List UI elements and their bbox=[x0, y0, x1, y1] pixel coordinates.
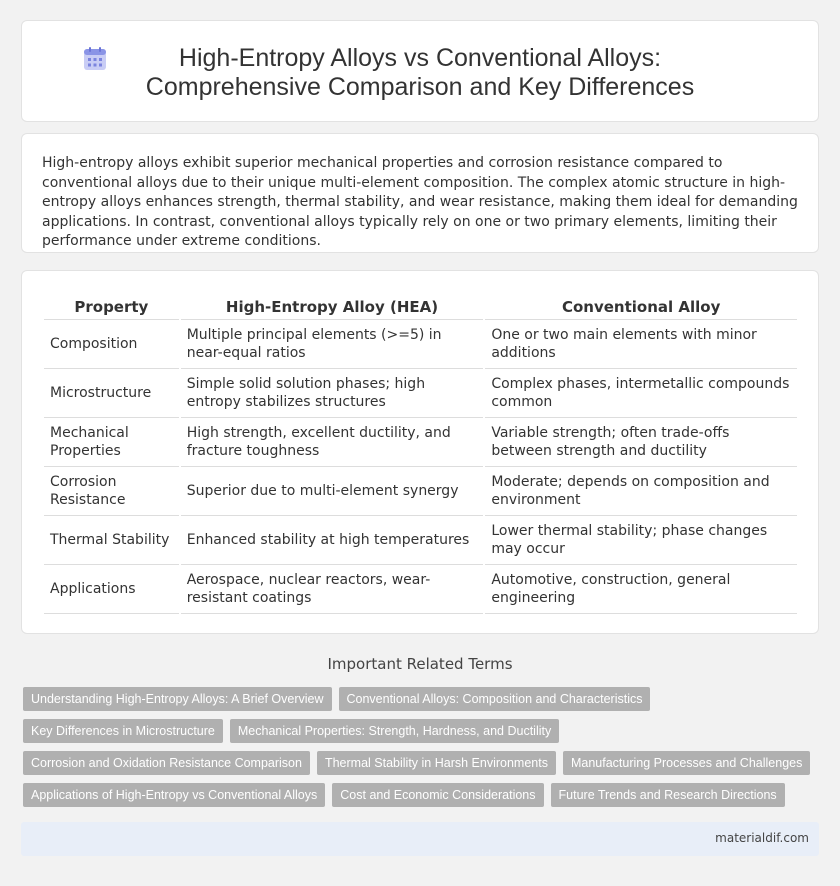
table-cell-property: Corrosion Resistance bbox=[44, 467, 179, 516]
column-header-property: Property bbox=[44, 293, 179, 320]
comparison-table bbox=[42, 293, 799, 614]
table-cell-hea: Enhanced stability at high temperatures bbox=[181, 516, 484, 565]
table-cell-conventional: Variable strength; often trade-offs between strength and ductility bbox=[485, 418, 797, 467]
table-row bbox=[44, 369, 797, 418]
footer-site-link[interactable]: materialdif.com bbox=[715, 831, 809, 845]
header-card bbox=[21, 20, 819, 122]
table-cell-hea: High strength, excellent ductility, and fracture toughness bbox=[181, 418, 484, 467]
table-cell-hea: Aerospace, nuclear reactors, wear-resistant coatings bbox=[181, 565, 484, 614]
related-term-link[interactable]: Mechanical Properties: Strength, Hardness, and Ductility bbox=[230, 719, 559, 743]
table-cell-property: Applications bbox=[44, 565, 179, 614]
table-header-row bbox=[44, 293, 797, 320]
table-row bbox=[44, 467, 797, 516]
table-cell-hea: Simple solid solution phases; high entropy stabilizes structures bbox=[181, 369, 484, 418]
related-term-link[interactable]: Conventional Alloys: Composition and Characteristics bbox=[339, 687, 651, 711]
table-cell-hea: Superior due to multi-element synergy bbox=[181, 467, 484, 516]
table-cell-conventional: Automotive, construction, general engineering bbox=[485, 565, 797, 614]
related-term-link[interactable]: Thermal Stability in Harsh Environments bbox=[317, 751, 556, 775]
related-terms-list bbox=[23, 687, 803, 815]
page-title: High-Entropy Alloys vs Conventional Alloys: Comprehensive Comparison and Key Differences bbox=[145, 44, 695, 101]
table-cell-property: Thermal Stability bbox=[44, 516, 179, 565]
table-cell-property: Microstructure bbox=[44, 369, 179, 418]
table-cell-conventional: Moderate; depends on composition and environment bbox=[485, 467, 797, 516]
related-term-link[interactable]: Key Differences in Microstructure bbox=[23, 719, 223, 743]
table-row bbox=[44, 565, 797, 614]
related-term-link[interactable]: Corrosion and Oxidation Resistance Comparison bbox=[23, 751, 310, 775]
comparison-card bbox=[21, 270, 819, 634]
table-row bbox=[44, 418, 797, 467]
column-header-hea: High-Entropy Alloy (HEA) bbox=[181, 293, 484, 320]
related-term-link[interactable]: Applications of High-Entropy vs Conventional Alloys bbox=[23, 783, 325, 807]
intro-paragraph: High-entropy alloys exhibit superior mechanical properties and corrosion resistance compared to conventional alloys due to their unique multi-element composition. The complex atomic structure in high-entropy alloys enhances strength, thermal stability, and wear resistance, making them ideal for demanding applications. In contrast, conventional alloys typically rely on one or two primary elements, limiting their performance under extreme conditions. bbox=[42, 155, 798, 249]
table-cell-conventional: One or two main elements with minor additions bbox=[485, 320, 797, 369]
table-cell-property: Composition bbox=[44, 320, 179, 369]
related-term-link[interactable]: Manufacturing Processes and Challenges bbox=[563, 751, 810, 775]
table-row bbox=[44, 516, 797, 565]
related-term-link[interactable]: Understanding High-Entropy Alloys: A Brief Overview bbox=[23, 687, 332, 711]
table-cell-hea: Multiple principal elements (>=5) in near-equal ratios bbox=[181, 320, 484, 369]
column-header-conventional: Conventional Alloy bbox=[485, 293, 797, 320]
footer-bar bbox=[21, 822, 819, 856]
related-term-link[interactable]: Cost and Economic Considerations bbox=[332, 783, 543, 807]
related-terms-heading: Important Related Terms bbox=[327, 655, 513, 673]
related-term-link[interactable]: Future Trends and Research Directions bbox=[551, 783, 785, 807]
table-cell-property: Mechanical Properties bbox=[44, 418, 179, 467]
intro-card bbox=[21, 133, 819, 253]
table-cell-conventional: Lower thermal stability; phase changes may occur bbox=[485, 516, 797, 565]
table-row bbox=[44, 320, 797, 369]
table-cell-conventional: Complex phases, intermetallic compounds common bbox=[485, 369, 797, 418]
